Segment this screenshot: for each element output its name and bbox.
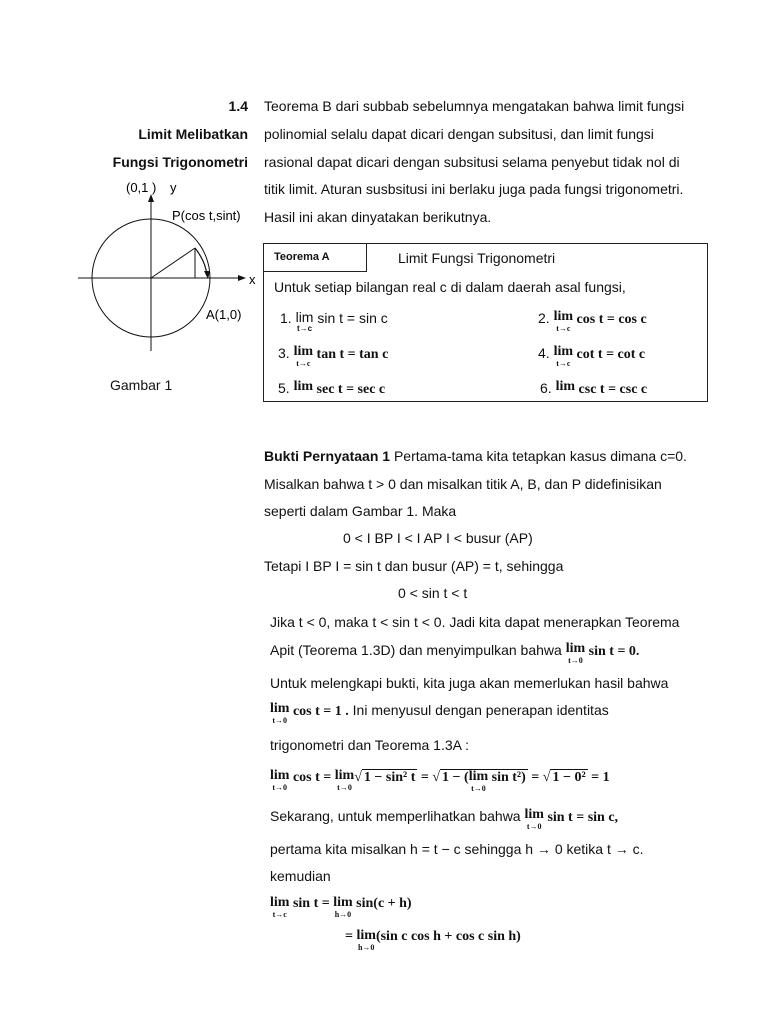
proof-line-3: seperti dalam Gambar 1. Maka — [264, 503, 457, 519]
proof-heading: Bukti Pernyataan 1 — [264, 448, 391, 464]
theorem-statement: Untuk setiap bilangan real c di dalam daerah asal fungsi, — [274, 279, 626, 295]
section-number: 1.4 — [228, 98, 248, 114]
proof-line-7: Untuk melengkapi bukti, kita juga akan memerlukan hasil bahwa — [270, 675, 669, 691]
equation-cos-limit: lim t→0 cos t = lim t→0 √ 1 − sin² t = √ 1 − (lim t→0 sin t²) = √ 1 − 0² = 1 — [270, 768, 610, 793]
intro-line-2: polinomial selalu dapat dicari dengan subsitusi, dan limit fungsi — [264, 126, 654, 142]
theorem-tag: Teorema A — [264, 244, 367, 272]
unit-circle-figure — [70, 176, 260, 376]
proof-line-4: Tetapi I BP I = sin t dan busur (AP) = t, sehingga — [264, 558, 564, 574]
theorem-item-5: 5. lim sec t = sec c — [278, 379, 386, 397]
proof-line-1: Bukti Pernyataan 1 Pertama-tama kita tetapkan kasus dimana c=0. — [264, 448, 687, 464]
section-title-line1: Limit Melibatkan — [138, 126, 248, 142]
label-p: P(cos t,sint) — [172, 208, 241, 223]
section-title-line2: Fungsi Trigonometri — [112, 154, 248, 170]
proof-line-10: Sekarang, untuk memperlihatkan bahwa lim t→0 sin t = sin c, — [270, 807, 619, 831]
proof-line-8: lim t→0 cos t = 1 . Ini menyusul dengan penerapan identitas — [270, 701, 609, 725]
equation-sin-1: lim t→c sin t = lim h→0 sin(c + h) — [270, 895, 412, 919]
y-axis-arrow — [148, 194, 154, 202]
label-y: y — [170, 180, 177, 195]
intro-line-5: Hasil ini akan dinyatakan berikutnya. — [264, 209, 492, 225]
theorem-box — [263, 243, 708, 402]
proof-inequality-2: 0 < sin t < t — [398, 585, 468, 601]
proof-line-5: Jika t < 0, maka t < sin t < 0. Jadi kita dapat menerapkan Teorema — [270, 614, 680, 630]
proof-line-11: pertama kita misalkan h = t − c sehingga h → 0 ketika t → c. — [270, 841, 644, 857]
proof-line-9: trigonometri dan Teorema 1.3A : — [270, 737, 469, 753]
figure-caption: Gambar 1 — [110, 377, 173, 393]
label-0-1: (0,1 ) — [126, 180, 157, 195]
proof-inequality-1: 0 < I BP I < I AP I < busur (AP) — [343, 530, 533, 546]
theorem-item-1: 1. lim t→c sin t = sin c — [280, 309, 388, 333]
intro-line-3: rasional dapat dicari dengan subsitusi selama penyebut tidak nol di — [264, 154, 680, 170]
intro-line-4: titik limit. Aturan susbsitusi ini berlaku juga pada fungsi trigonometri. — [264, 181, 684, 197]
label-a: A(1,0) — [206, 307, 242, 322]
radius-op — [151, 248, 195, 278]
proof-line-6: Apit (Teorema 1.3D) dan menyimpulkan bahwa lim t→0 sin t = 0. — [270, 641, 640, 665]
theorem-item-6: 6. lim csc t = csc c — [540, 379, 648, 397]
proof-line-12: kemudian — [270, 868, 331, 884]
theorem-item-4: 4. lim t→c cot t = cot c — [538, 344, 646, 368]
label-x: x — [249, 272, 256, 287]
x-axis-arrow — [238, 275, 246, 281]
theorem-item-2: 2. lim t→c cos t = cos c — [538, 309, 647, 333]
theorem-title: Limit Fungsi Trigonometri — [398, 250, 556, 266]
intro-line-1: Teorema B dari subbab sebelumnya mengatakan bahwa limit fungsi — [264, 98, 685, 114]
proof-line-2: Misalkan bahwa t > 0 dan misalkan titik A, B, dan P didefinisikan — [264, 476, 662, 492]
equation-sin-2: = lim h→0 (sin c cos h + cos c sin h) — [345, 928, 521, 952]
theorem-item-3: 3. lim t→c tan t = tan c — [278, 344, 389, 368]
